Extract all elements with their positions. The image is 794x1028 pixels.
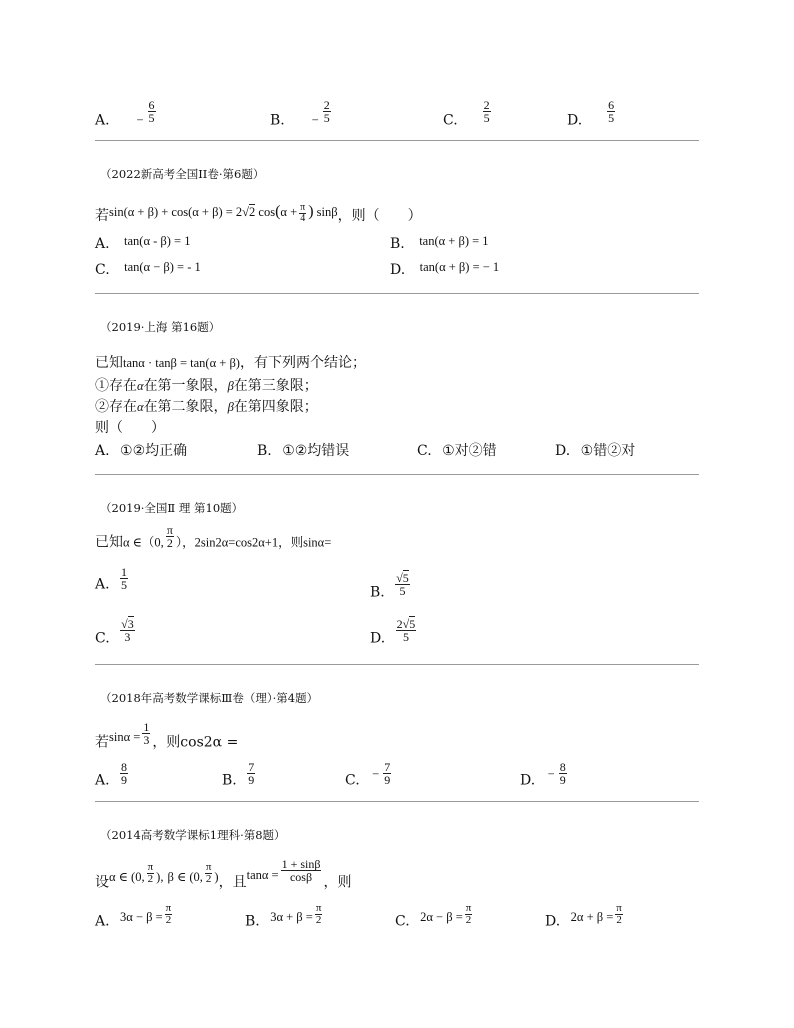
stem-formula: β ∈ (0, xyxy=(167,869,203,884)
fraction: $\frac{\pi}{2}$ xyxy=(147,861,154,885)
stem-text: ，则 xyxy=(323,874,352,891)
question-stem xyxy=(95,720,239,755)
option-a[interactable] xyxy=(95,236,190,252)
fraction: $\frac{7}{9}$ xyxy=(248,760,255,787)
fraction: $\frac{√3}{3}$ xyxy=(121,617,134,644)
question-stem xyxy=(95,857,352,895)
stem-text: ，有下列两个结论； xyxy=(239,355,366,371)
top-option-d[interactable] xyxy=(567,98,617,133)
option-b[interactable] xyxy=(390,236,489,252)
fraction: $\frac{6}{5}$ xyxy=(608,98,615,125)
divider xyxy=(95,140,699,141)
option-b[interactable] xyxy=(370,571,412,605)
fraction: $\frac{2}{5}$ xyxy=(483,98,490,125)
option-label: B. xyxy=(270,112,285,129)
stem-formula: ) xyxy=(214,869,219,884)
fraction: $\frac{\pi}{2}$ xyxy=(166,523,173,550)
fraction: $\frac{2}{5}$ xyxy=(323,98,330,125)
option-label: D. xyxy=(520,772,536,789)
question-source: （2019·上海 第16题） xyxy=(100,320,221,334)
stem-text: ，则（ ） xyxy=(337,208,422,224)
top-option-a[interactable] xyxy=(95,98,158,133)
fraction: $\frac{\pi}{2}$ xyxy=(165,902,172,926)
option-label: C. xyxy=(417,443,432,459)
option-a[interactable] xyxy=(95,760,130,793)
stem-formula: α ∈（0, xyxy=(123,535,164,550)
option-d[interactable] xyxy=(545,902,625,933)
option-label: B. xyxy=(222,772,237,789)
option-label: D. xyxy=(555,443,571,459)
fraction: $\frac{\pi}{2}$ xyxy=(315,902,322,926)
option-label: D. xyxy=(567,112,583,129)
option-c[interactable] xyxy=(345,760,393,793)
question-stem xyxy=(95,352,366,372)
option-formula: 2α + β = xyxy=(570,909,614,924)
option-c[interactable] xyxy=(395,902,474,933)
option-formula: 3α + β = xyxy=(270,909,313,924)
option-text: ①②均错误 xyxy=(282,443,350,459)
stem-formula: tanα = xyxy=(246,867,279,882)
option-label: C. xyxy=(395,913,410,930)
fraction: $\frac{6}{5}$ xyxy=(148,98,155,125)
fraction: $\frac{8}{9}$ xyxy=(559,760,566,787)
option-c[interactable] xyxy=(417,440,497,460)
option-d[interactable] xyxy=(370,617,418,651)
option-b[interactable] xyxy=(222,760,257,793)
option-label: D. xyxy=(545,913,561,930)
question-stem xyxy=(95,523,332,555)
divider xyxy=(95,474,699,475)
stem-text: ，且 xyxy=(218,874,247,891)
fraction: $\frac{√5}{5}$ xyxy=(396,571,409,598)
minus-sign: − xyxy=(372,767,380,781)
question-source: （2014高考数学课标1理科·第8题） xyxy=(100,828,286,842)
fraction: $\frac{1 + \sin\beta}{\cos\beta}$ xyxy=(281,857,321,884)
statement-1: ①存在α在第一象限，β在第三象限； xyxy=(95,378,318,394)
option-formula: tan(α − β) = - 1 xyxy=(124,260,201,274)
option-b[interactable] xyxy=(245,902,324,933)
divider xyxy=(95,801,699,802)
statement-2: ②存在α在第二象限，β在第四象限； xyxy=(95,399,318,415)
option-d[interactable] xyxy=(555,440,635,460)
option-label: D. xyxy=(370,630,386,647)
option-text: ①对②错 xyxy=(442,443,497,459)
fraction: $\frac{\pi}{2}$ xyxy=(205,861,212,885)
option-d[interactable] xyxy=(390,262,499,278)
top-option-b[interactable] xyxy=(270,98,333,133)
stem-text: 已知 xyxy=(95,534,123,551)
question-source: （2019·全国Ⅱ 理 第10题） xyxy=(100,501,244,515)
option-label: A. xyxy=(95,913,110,930)
minus-sign: − xyxy=(311,113,319,127)
stem-formula: tanα · tanβ = tan(α + β) xyxy=(123,356,240,370)
option-formula: 3α − β = xyxy=(120,909,163,924)
stem-formula: α ∈ (0, xyxy=(109,869,145,884)
minus-sign: − xyxy=(547,767,555,781)
minus-sign: − xyxy=(136,113,144,127)
option-a[interactable] xyxy=(95,565,130,597)
fraction: $\frac{\pi}{2}$ xyxy=(465,902,472,926)
option-label: A. xyxy=(95,772,110,789)
divider xyxy=(95,293,699,294)
option-label: C. xyxy=(345,772,360,789)
question-prompt: 则（ ） xyxy=(95,420,165,436)
option-b[interactable] xyxy=(257,440,349,460)
option-label: A. xyxy=(95,576,110,593)
stem-text: 若 xyxy=(95,208,109,224)
stem-text: 设 xyxy=(95,874,109,891)
fraction: $\frac{7}{9}$ xyxy=(384,760,391,787)
option-c[interactable] xyxy=(95,617,137,651)
option-text: ①②均正确 xyxy=(120,443,188,459)
option-label: C. xyxy=(443,112,458,129)
option-c[interactable] xyxy=(95,262,201,278)
fraction: $\frac{2√5}{5}$ xyxy=(396,617,416,644)
option-text: ①错②对 xyxy=(580,443,636,459)
fraction: $\frac{8}{9}$ xyxy=(121,760,128,787)
question-source: （2022新高考全国II卷·第6题） xyxy=(100,167,265,181)
option-label: B. xyxy=(390,236,405,252)
question-source: （2018年高考数学课标Ⅲ卷（理）·第4题） xyxy=(100,691,319,705)
option-label: C. xyxy=(95,630,110,647)
option-formula: tan(α - β) = 1 xyxy=(124,234,191,248)
top-option-c[interactable] xyxy=(443,98,493,133)
stem-formula: sin(α + β) + cos(α + β) = 2√2 cos(α + $\frac{\pi}{4}$ ) sinβ xyxy=(109,201,338,224)
option-label: A. xyxy=(95,236,110,252)
option-d[interactable] xyxy=(520,760,569,793)
stem-text: 若 xyxy=(95,734,109,751)
stem-formula: ), xyxy=(156,869,164,884)
option-label: B. xyxy=(257,443,272,459)
fraction: $\frac{\pi}{2}$ xyxy=(616,902,622,926)
option-label: A. xyxy=(95,443,110,459)
divider xyxy=(95,664,699,665)
option-label: A. xyxy=(95,112,110,129)
fraction: $\frac{1}{5}$ xyxy=(121,565,128,592)
stem-formula: ）， xyxy=(175,535,195,550)
fraction: $\frac{1}{3}$ xyxy=(143,720,150,747)
option-a[interactable] xyxy=(95,902,174,933)
option-label: C. xyxy=(95,262,110,278)
stem-text: ，则cos2α = xyxy=(152,734,239,751)
question-stem xyxy=(95,201,422,228)
stem-formula: 2sin2α=cos2α+1，则sinα= xyxy=(194,535,332,550)
option-formula: tan(α + β) = − 1 xyxy=(419,260,500,274)
stem-text: 已知 xyxy=(95,355,123,371)
option-formula: 2α − β = xyxy=(420,909,463,924)
option-label: B. xyxy=(370,584,385,601)
stem-formula: sinα = xyxy=(109,729,141,744)
option-label: B. xyxy=(245,913,260,930)
option-formula: tan(α + β) = 1 xyxy=(419,234,489,248)
option-label: D. xyxy=(390,262,406,278)
option-a[interactable] xyxy=(95,440,187,460)
